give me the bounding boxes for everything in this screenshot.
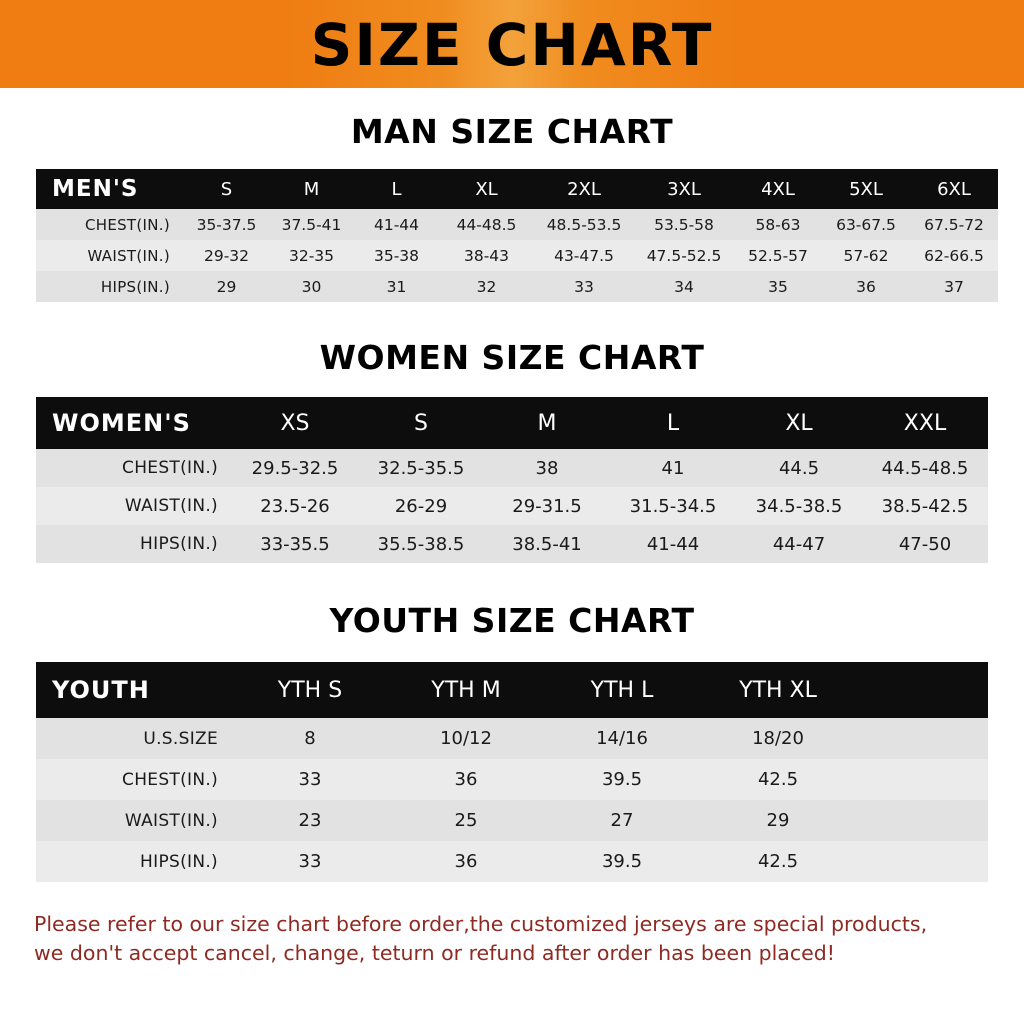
men-size-header: 6XL (937, 178, 971, 200)
youth-cell-spacer (856, 718, 988, 759)
youth-cell-spacer (856, 800, 988, 841)
youth-size-header: YTH L (590, 677, 654, 703)
women-cell: 44.5 (778, 457, 820, 479)
youth-header-row (36, 662, 988, 718)
youth-cell: 8 (304, 728, 316, 749)
men-cell: 37 (944, 277, 964, 296)
footer-note-line-1: Please refer to our size chart before order,the customized jerseys are special products, (34, 912, 928, 936)
men-table-wrap (36, 169, 988, 302)
men-cell: 32-35 (288, 246, 335, 265)
women-size-header: L (666, 410, 680, 436)
footer-note-line-2: we don't accept cancel, change, teturn or refund after order has been placed! (34, 941, 835, 966)
youth-size-table (36, 662, 988, 882)
women-cell: 29.5-32.5 (251, 457, 339, 479)
women-section-heading: WOMEN SIZE CHART (319, 338, 705, 377)
youth-cell: 39.5 (601, 851, 643, 872)
women-cell: 29-31.5 (512, 495, 582, 517)
women-cell: 34.5-38.5 (755, 495, 843, 517)
men-cell: 62-66.5 (924, 246, 984, 265)
youth-cell-spacer (856, 841, 988, 882)
women-cell: 23.5-26 (260, 495, 330, 517)
men-size-header: L (391, 178, 402, 200)
women-cell: 26-29 (394, 495, 448, 517)
youth-cell: 36 (454, 851, 478, 872)
women-cell: 33-35.5 (260, 533, 330, 555)
table-row (36, 487, 988, 525)
women-cell: 41-44 (646, 533, 700, 555)
table-row (36, 209, 998, 240)
youth-cell: 39.5 (601, 769, 643, 790)
women-row-label: CHEST(IN.) (122, 458, 218, 478)
youth-row-label: CHEST(IN.) (122, 769, 218, 790)
men-cell: 41-44 (373, 215, 420, 234)
men-size-header: 3XL (667, 178, 701, 200)
youth-cell: 33 (298, 769, 322, 790)
women-corner-label: WOMEN'S (52, 409, 191, 437)
women-size-header: XL (785, 410, 813, 436)
men-cell: 38-43 (463, 246, 510, 265)
men-size-header: XL (475, 178, 498, 200)
women-size-table (36, 397, 988, 563)
men-cell: 48.5-53.5 (546, 215, 622, 234)
men-cell: 36 (856, 277, 876, 296)
women-cell: 44.5-48.5 (881, 457, 969, 479)
table-row (36, 449, 988, 487)
youth-row-label: U.S.SIZE (143, 728, 218, 749)
men-corner-label: MEN'S (52, 176, 139, 202)
men-row-label: HIPS(IN.) (100, 277, 170, 296)
men-cell: 29-32 (203, 246, 250, 265)
youth-cell: 36 (454, 769, 478, 790)
youth-header-spacer (856, 662, 988, 718)
youth-cell: 10/12 (440, 728, 492, 749)
page-title: SIZE CHART (310, 11, 714, 79)
youth-row-label: HIPS(IN.) (140, 851, 218, 872)
table-row (36, 271, 998, 302)
men-row-label: WAIST(IN.) (87, 246, 170, 265)
women-cell: 32.5-35.5 (377, 457, 465, 479)
women-cell: 38.5-41 (512, 533, 582, 555)
youth-size-header: YTH XL (739, 677, 817, 703)
youth-cell: 27 (610, 810, 634, 831)
men-cell: 52.5-57 (748, 246, 808, 265)
women-cell: 38.5-42.5 (881, 495, 969, 517)
table-row (36, 800, 988, 841)
women-header-row (36, 397, 988, 449)
men-cell: 32 (476, 277, 497, 296)
men-cell: 29 (216, 277, 237, 296)
men-cell: 30 (301, 277, 322, 296)
men-cell: 58-63 (755, 215, 801, 234)
men-cell: 63-67.5 (836, 215, 896, 234)
men-cell: 43-47.5 (554, 246, 614, 265)
men-cell: 67.5-72 (924, 215, 984, 234)
women-size-header: M (537, 410, 557, 436)
men-size-header: 5XL (849, 178, 883, 200)
men-size-header: 2XL (567, 178, 601, 200)
youth-cell: 42.5 (757, 851, 799, 872)
men-cell: 33 (574, 277, 594, 296)
women-cell: 44-47 (772, 533, 826, 555)
men-cell: 53.5-58 (654, 215, 714, 234)
men-cell: 35-37.5 (196, 215, 257, 234)
men-cell: 37.5-41 (281, 215, 342, 234)
men-cell: 57-62 (843, 246, 889, 265)
banner (0, 0, 1024, 88)
women-cell: 38 (535, 457, 559, 479)
women-table-wrap (36, 397, 988, 563)
men-header-row (36, 169, 998, 209)
men-size-table (36, 169, 998, 302)
men-cell: 35-38 (373, 246, 420, 265)
men-cell: 47.5-52.5 (646, 246, 722, 265)
youth-cell: 18/20 (752, 728, 804, 749)
women-size-header: S (414, 410, 428, 436)
youth-cell: 14/16 (596, 728, 648, 749)
men-row-label: CHEST(IN.) (84, 215, 170, 234)
men-size-header: S (220, 178, 233, 200)
men-cell: 34 (674, 277, 694, 296)
men-size-header: M (303, 178, 320, 200)
women-size-header: XS (280, 410, 310, 436)
youth-table-wrap (36, 662, 988, 882)
women-row-label: WAIST(IN.) (124, 496, 218, 516)
youth-row-label: WAIST(IN.) (124, 810, 218, 831)
women-row-label: HIPS(IN.) (140, 534, 218, 554)
youth-cell: 23 (298, 810, 322, 831)
women-cell: 41 (661, 457, 685, 479)
youth-section-heading: YOUTH SIZE CHART (329, 601, 695, 640)
youth-cell: 33 (298, 851, 322, 872)
youth-corner-label: YOUTH (52, 676, 150, 704)
table-row (36, 240, 998, 271)
youth-size-header: YTH M (431, 677, 501, 703)
youth-cell-spacer (856, 759, 988, 800)
women-size-header: XXL (903, 410, 947, 436)
men-size-header: 4XL (761, 178, 795, 200)
table-row (36, 525, 988, 563)
men-cell: 44-48.5 (456, 215, 517, 234)
women-cell: 47-50 (898, 533, 952, 555)
youth-cell: 25 (454, 810, 478, 831)
youth-cell: 29 (766, 810, 790, 831)
youth-cell: 42.5 (757, 769, 799, 790)
women-cell: 35.5-38.5 (377, 533, 465, 555)
table-row (36, 759, 988, 800)
men-cell: 35 (768, 277, 788, 296)
footer-note (34, 910, 990, 968)
youth-size-header: YTH S (277, 677, 343, 703)
table-row (36, 718, 988, 759)
men-section-heading: MAN SIZE CHART (350, 112, 674, 151)
men-cell: 31 (386, 277, 407, 296)
table-row (36, 841, 988, 882)
women-cell: 31.5-34.5 (629, 495, 717, 517)
